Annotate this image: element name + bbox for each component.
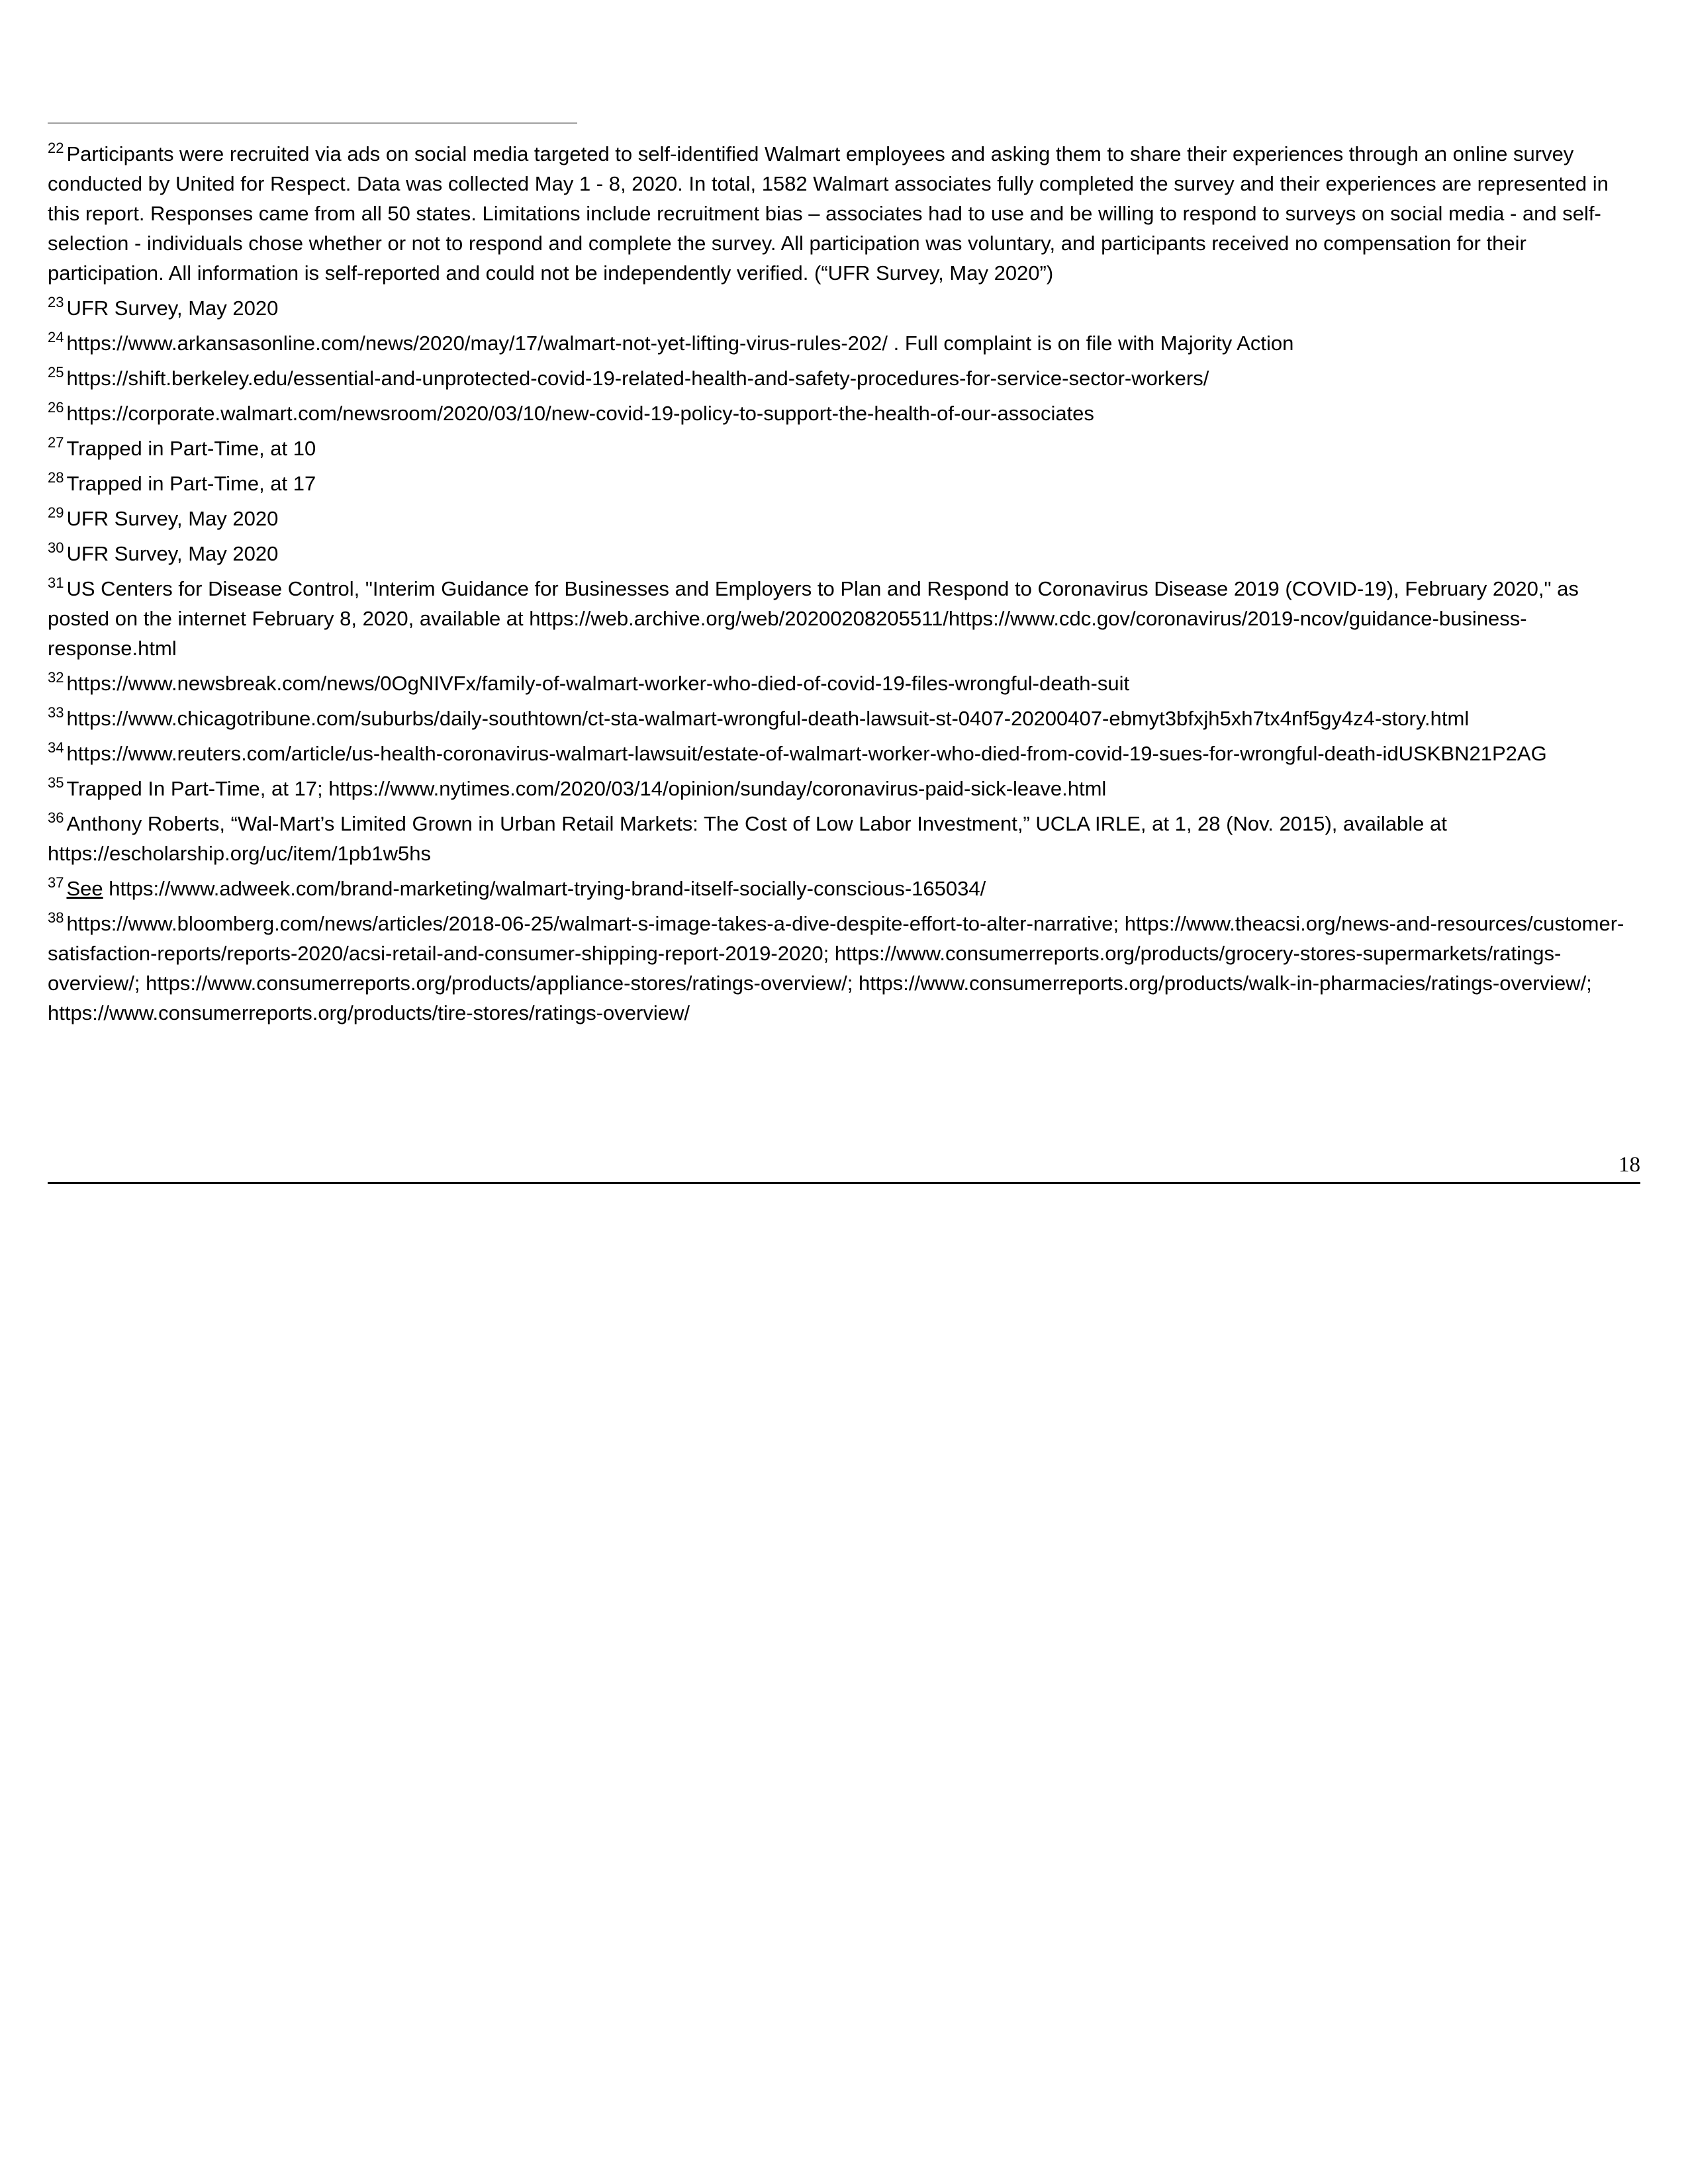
footnote-number: 26 <box>48 399 64 416</box>
footnote-number: 27 <box>48 434 64 451</box>
footnote-32 <box>48 668 1636 698</box>
footnote-23 <box>48 293 1636 323</box>
footnote-28 <box>48 469 1636 498</box>
footnote-36 <box>48 809 1636 868</box>
page-number: 18 <box>1618 1153 1640 1177</box>
footnote-34 <box>48 739 1636 768</box>
footnote-link[interactable]: https://www.chicagotribune.com/suburbs/daily-southtown/ct-sta-walmart-wrongful-death-lawsuit-st-0407-20200407-ebmyt3bfxjh5xh7tx4nf5gy4z4-story.html <box>66 707 1470 730</box>
footnote-text[interactable]: Anthony Roberts, “Wal-Mart’s Limited Grown in Urban Retail Markets: The Cost of Low Labor Investment,” UCLA IRLE, at 1, 28 (Nov. 2015), available at https://escholarship.org/uc/item/1pb1w5hs <box>48 812 1447 865</box>
footnote-number: 33 <box>48 704 64 721</box>
footnote-text[interactable]: https://www.arkansasonline.com/news/2020/may/17/walmart-not-yet-lifting-virus-rules-202/ . Full complaint is on file with Majority Action <box>66 332 1294 355</box>
footnote-number: 37 <box>48 874 64 891</box>
footnote-27 <box>48 433 1636 463</box>
footnote-link[interactable]: https://www.adweek.com/brand-marketing/walmart-trying-brand-itself-socially-conscious-165034/ <box>109 877 986 900</box>
footnote-37 <box>48 874 1636 903</box>
footnote-number: 35 <box>48 774 64 791</box>
footnote-35 <box>48 774 1636 803</box>
footnote-33 <box>48 704 1636 733</box>
footnote-text: UFR Survey, May 2020 <box>66 542 279 565</box>
footnote-number: 29 <box>48 504 64 521</box>
footnote-22 <box>48 139 1636 288</box>
footnote-38 <box>48 909 1636 1028</box>
footnote-link[interactable]: https://www.newsbreak.com/news/0OgNIVFx/family-of-walmart-worker-who-died-of-covid-19-files-wrongful-death-suit <box>66 672 1130 695</box>
footnote-link[interactable]: https://www.reuters.com/article/us-health-coronavirus-walmart-lawsuit/estate-of-walmart-worker-who-died-from-covid-19-sues-for-wrongful-death-idUSKBN21P2AG <box>66 742 1547 765</box>
footnote-text: Trapped in Part-Time, at 10 <box>66 437 316 460</box>
footnote-30 <box>48 539 1636 569</box>
footnote-number: 25 <box>48 364 64 381</box>
footnote-text[interactable]: US Centers for Disease Control, "Interim Guidance for Businesses and Employers to Plan and Respond to Coronavirus Disease 2019 (COVID-19), February 2020," as posted on the internet February 8, 2020, available at https://web.archive.org/web/20200208205511/https://www.cdc.gov/coronavirus/2019-ncov/guidance-business-response.html <box>48 577 1579 660</box>
footnote-number: 22 <box>48 140 64 156</box>
footnote-number: 34 <box>48 739 64 756</box>
footnote-24 <box>48 328 1636 358</box>
footnote-link[interactable]: https://corporate.walmart.com/newsroom/2020/03/10/new-covid-19-policy-to-support-the-health-of-our-associates <box>66 402 1094 425</box>
footnote-number: 36 <box>48 809 64 826</box>
footnote-number: 28 <box>48 469 64 486</box>
footnotes-list <box>48 139 1636 1033</box>
footnote-number: 32 <box>48 669 64 686</box>
footnote-text: UFR Survey, May 2020 <box>66 507 279 530</box>
footnote-text: UFR Survey, May 2020 <box>66 296 279 320</box>
footnote-number: 31 <box>48 574 64 591</box>
footnote-text[interactable]: Trapped In Part-Time, at 17; https://www.nytimes.com/2020/03/14/opinion/sunday/coronavirus-paid-sick-leave.html <box>66 777 1107 800</box>
footnote-25 <box>48 363 1636 393</box>
footnote-text[interactable]: https://www.bloomberg.com/news/articles/2018-06-25/walmart-s-image-takes-a-dive-despite-effort-to-alter-narrative; https://www.theacsi.org/news-and-resources/customer-satisfaction-reports/reports-2020/acsi-retail-and-consumer-shipping-report-2019-2020; https://www.consumerreports.org/products/grocery-stores-supermarkets/ratings-overview/; https://www.consumerreports.org/products/appliance-stores/ratings-overview/; https://www.consumerreports.org/products/walk-in-pharmacies/ratings-overview/; https://www.consumerreports.org/products/tire-stores/ratings-overview/ <box>48 912 1624 1024</box>
footnote-number: 30 <box>48 539 64 556</box>
footnote-link[interactable]: https://shift.berkeley.edu/essential-and-unprotected-covid-19-related-health-and-safety-procedures-for-service-sector-workers/ <box>66 367 1209 390</box>
footnote-31 <box>48 574 1636 663</box>
footnote-29 <box>48 504 1636 533</box>
page-bottom-rule <box>48 1182 1640 1184</box>
footnote-text: Participants were recruited via ads on social media targeted to self-identified Walmart employees and asking them to share their experiences through an online survey conducted by United for Respect. Data was collected May 1 - 8, 2020. In total, 1582 Walmart associates fully completed the survey and their experiences are represented in this report. Responses came from all 50 states. Limitations include recruitment bias – associates had to use and be willing to respond to surveys on social media - and self-selection - individuals chose whether or not to respond and complete the survey. All participation was voluntary, and participants received no compensation for their participation. All information is self-reported and could not be independently verified. (“UFR Survey, May 2020”) <box>48 142 1609 285</box>
footnote-26 <box>48 398 1636 428</box>
footnote-text: Trapped in Part-Time, at 17 <box>66 472 316 495</box>
footnote-number: 24 <box>48 329 64 345</box>
footnote-number: 38 <box>48 909 64 926</box>
footnote-number: 23 <box>48 294 64 310</box>
see-signal: See <box>66 877 103 900</box>
footnote-separator <box>48 122 577 124</box>
